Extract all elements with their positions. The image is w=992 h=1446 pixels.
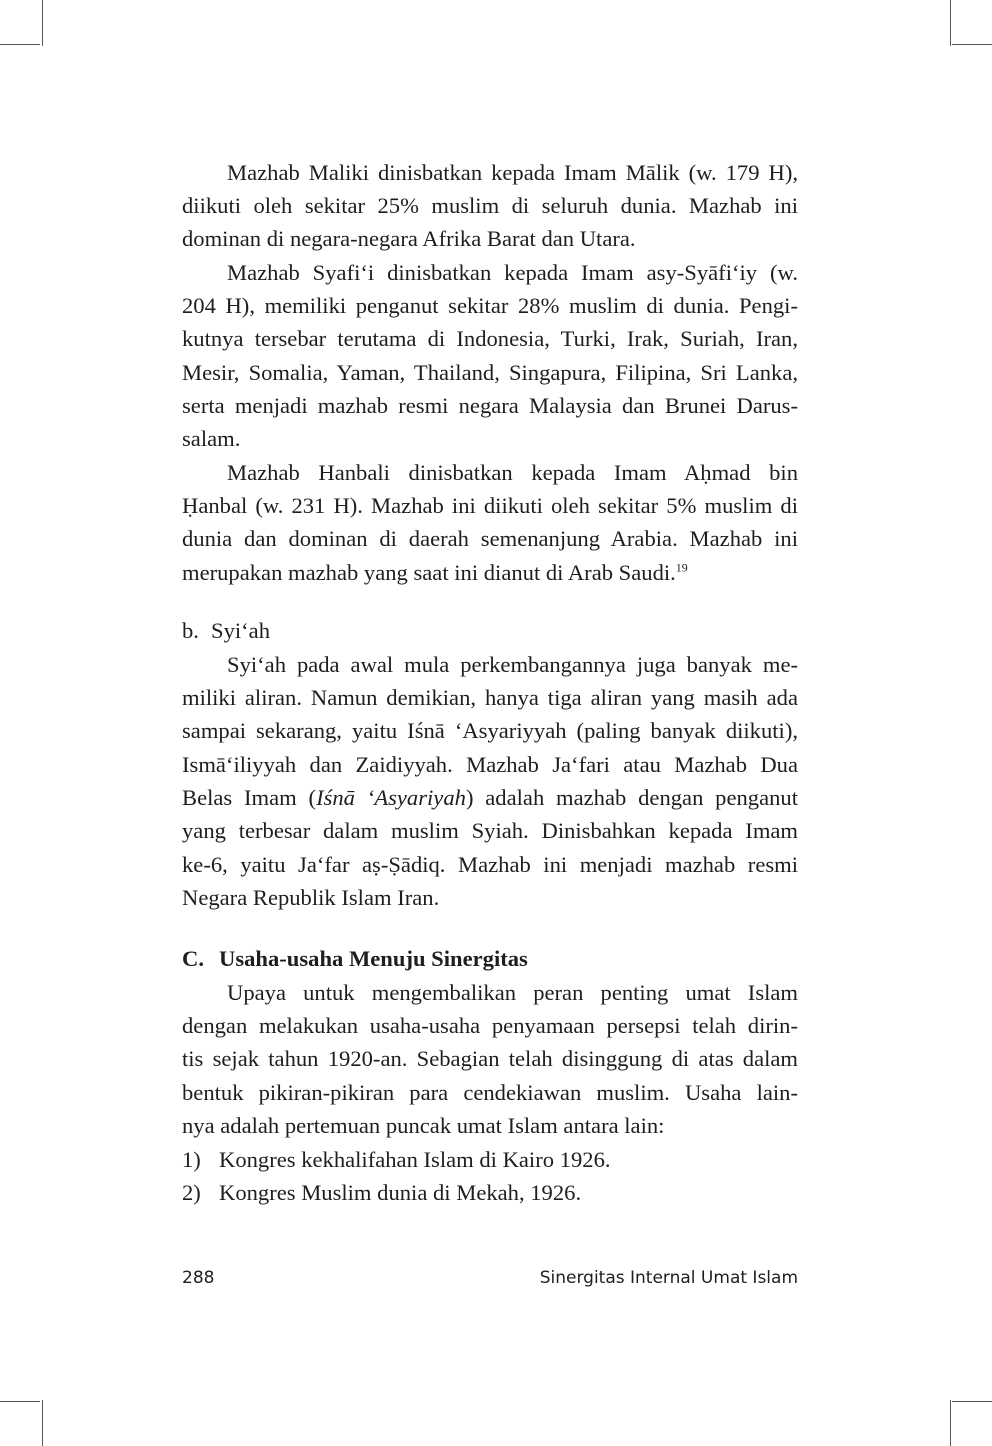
crop-mark <box>0 1401 40 1402</box>
list-item <box>182 1176 798 1209</box>
crop-mark <box>950 0 951 46</box>
subsection-marker: b. <box>182 618 199 643</box>
paragraph-line: Upaya untuk mengembalikan peran penting umat Islam <box>227 980 798 1005</box>
crop-mark <box>42 1400 43 1446</box>
paragraph-line: Mesir, Somalia, Yaman, Thailand, Singapura, Filipina, Sri Lanka, <box>182 360 798 385</box>
crop-mark <box>952 1401 992 1402</box>
subsection-title: Syiʻah <box>211 618 270 643</box>
page-number: 288 <box>182 1268 215 1288</box>
crop-mark <box>0 44 40 45</box>
footnote-ref: 19 <box>675 560 688 575</box>
paragraph-line: Ismāʻiliyyah dan Zaidiyyah. Mazhab Jaʻfari atau Mazhab Dua <box>182 752 798 777</box>
paragraph-line: sampai sekarang, yaitu Iśnā ʻAsyariyyah (paling banyak diikuti), <box>182 718 798 743</box>
line-text: merupakan mazhab yang saat ini dianut di Arab Saudi. <box>182 560 676 585</box>
list-marker: 1) <box>182 1147 201 1172</box>
crop-mark <box>42 0 43 46</box>
paragraph-line <box>182 556 798 589</box>
paragraph-line: kutnya tersebar terutama di Indonesia, Turki, Irak, Suriah, Iran, <box>182 326 798 351</box>
section-title: Usaha-usaha Menuju Sinergitas <box>219 946 528 971</box>
paragraph-line: dengan melakukan usaha-usaha penyamaan persepsi telah dirin- <box>182 1013 798 1038</box>
section-heading <box>182 942 798 975</box>
paragraph-line: yang terbesar dalam muslim Syiah. Dinisbahkan kepada Imam <box>182 818 798 843</box>
italic-term: Iśnā ʻAsyariyah <box>316 785 466 810</box>
paragraph-line: nya adalah pertemuan puncak umat Islam antara lain: <box>182 1113 665 1138</box>
paragraph-line: Syiʻah pada awal mula perkembangannya juga banyak me- <box>227 652 798 677</box>
line-text: Belas Imam ( <box>182 785 317 810</box>
paragraph-line: miliki aliran. Namun demikian, hanya tiga aliran yang masih ada <box>182 685 798 710</box>
section-marker: C. <box>182 946 204 971</box>
paragraph-line: diikuti oleh sekitar 25% muslim di seluruh dunia. Mazhab ini <box>182 193 798 218</box>
paragraph-line: serta menjadi mazhab resmi negara Malaysia dan Brunei Darus- <box>182 393 798 418</box>
list-text: Kongres kekhalifahan Islam di Kairo 1926. <box>219 1147 611 1172</box>
paragraph-line: Mazhab Maliki dinisbatkan kepada Imam Mālik (w. 179 H), <box>227 160 798 185</box>
paragraph-line: salam. <box>182 426 241 451</box>
paragraph-line: Mazhab Hanbali dinisbatkan kepada Imam Aḥmad bin <box>227 460 798 485</box>
list-marker: 2) <box>182 1180 201 1205</box>
line-text: ) adalah mazhab dengan penganut <box>465 785 799 810</box>
crop-mark <box>952 44 992 45</box>
paragraph-line <box>182 781 798 814</box>
subsection-heading <box>182 614 798 647</box>
paragraph-line: Negara Republik Islam Iran. <box>182 885 440 910</box>
list-text: Kongres Muslim dunia di Mekah, 1926. <box>219 1180 582 1205</box>
paragraph-line: ke-6, yaitu Jaʻfar aṣ-Ṣādiq. Mazhab ini menjadi mazhab resmi <box>182 852 798 877</box>
running-title: Sinergitas Internal Umat Islam <box>539 1268 798 1288</box>
paragraph-line: Mazhab Syafiʻi dinisbatkan kepada Imam asy-Syāfiʻiy (w. <box>227 260 798 285</box>
crop-mark <box>950 1400 951 1446</box>
paragraph-line: tis sejak tahun 1920-an. Sebagian telah disinggung di atas dalam <box>182 1046 798 1071</box>
paragraph-line: dominan di negara-negara Afrika Barat dan Utara. <box>182 226 636 251</box>
paragraph-line: 204 H), memiliki penganut sekitar 28% muslim di dunia. Pengi- <box>182 293 798 318</box>
paragraph-line: Ḥanbal (w. 231 H). Mazhab ini diikuti oleh sekitar 5% muslim di <box>182 493 798 518</box>
paragraph-line: bentuk pikiran-pikiran para cendekiawan muslim. Usaha lain- <box>182 1080 798 1105</box>
paragraph-line: dunia dan dominan di daerah semenanjung Arabia. Mazhab ini <box>182 526 798 551</box>
list-item <box>182 1143 798 1176</box>
